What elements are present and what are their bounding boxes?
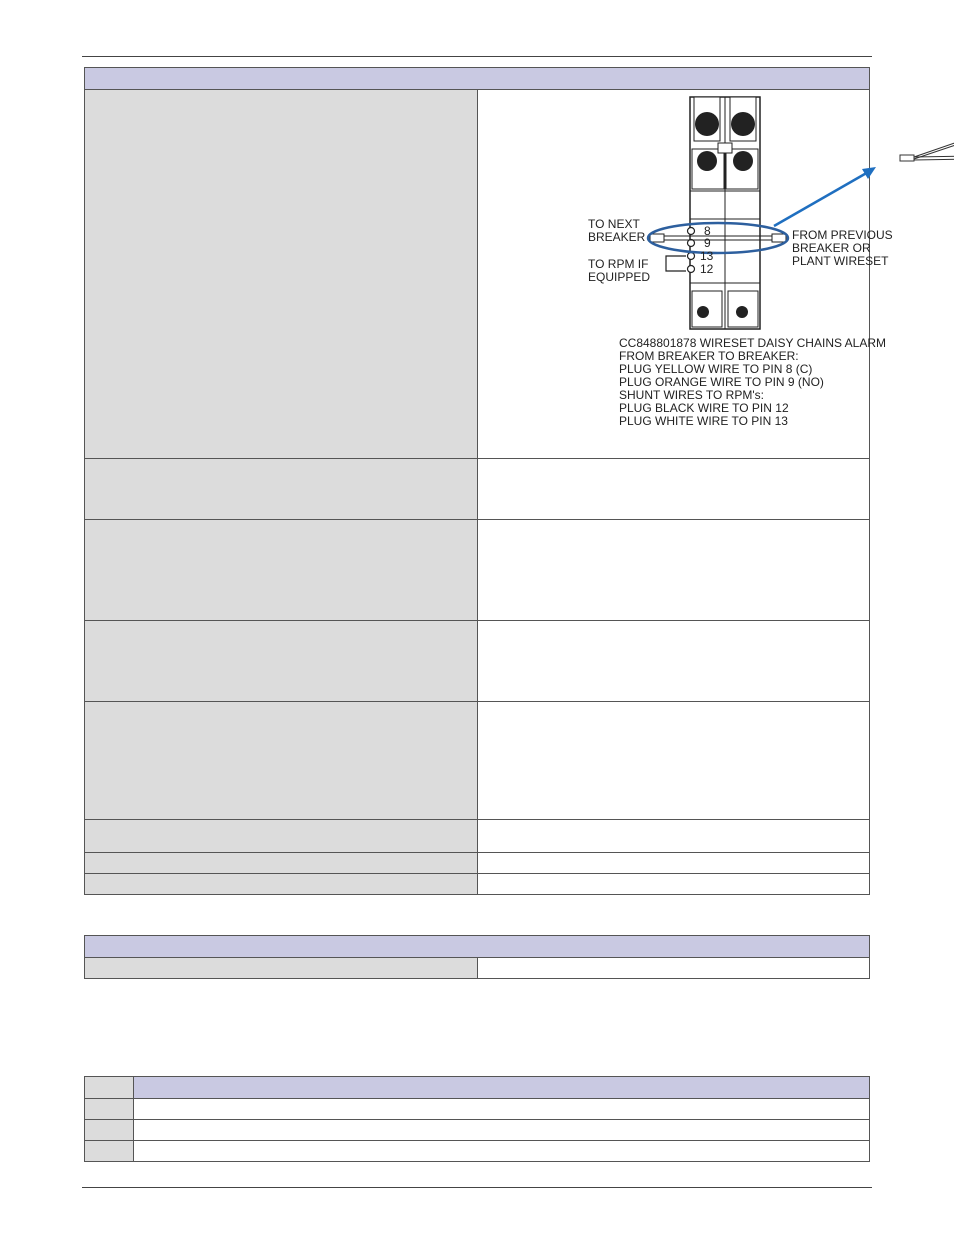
step-number-cell xyxy=(85,874,478,895)
wireset-cable-icon xyxy=(900,115,954,161)
table-row xyxy=(85,958,870,979)
table-row xyxy=(85,820,870,853)
step-number-cell xyxy=(85,958,478,979)
terminal-screw-icon xyxy=(736,306,748,318)
step-content-cell xyxy=(477,853,870,874)
step-content-cell xyxy=(477,958,870,979)
table-header xyxy=(85,936,870,958)
step-content-cell xyxy=(477,874,870,895)
pin-label: 13 xyxy=(699,248,713,263)
caption-line: PLUG BLACK WIRE TO PIN 12 xyxy=(618,400,789,415)
label-rpm-line1: TO RPM IF xyxy=(587,256,648,271)
secondary-table xyxy=(84,935,870,979)
toggle-handle-icon xyxy=(733,151,753,171)
table-header xyxy=(85,68,870,90)
table-header-row xyxy=(85,936,870,958)
table-row xyxy=(85,621,870,702)
breaker-wiring-illustration xyxy=(478,91,954,458)
table-header-number xyxy=(85,1077,134,1099)
step-number-cell xyxy=(85,820,478,853)
table-header-row xyxy=(85,68,870,90)
pin-label: 8 xyxy=(703,223,711,238)
step-content-cell xyxy=(477,621,870,702)
toggle-handle-icon xyxy=(697,151,717,171)
step-number-cell xyxy=(85,1120,134,1141)
step-content-cell xyxy=(477,820,870,853)
label-from-prev-line3: PLANT WIRESET xyxy=(791,253,888,268)
top-rule xyxy=(82,56,872,57)
step-number-cell xyxy=(85,1099,134,1120)
caption-line: SHUNT WIRES TO RPM's: xyxy=(618,387,764,402)
step-content-cell xyxy=(134,1120,870,1141)
step-number-cell xyxy=(85,853,478,874)
figure-cell xyxy=(477,90,893,459)
label-from-prev-line1: FROM PREVIOUS xyxy=(791,227,893,242)
bottom-rule xyxy=(82,1187,872,1188)
caption-line: PLUG YELLOW WIRE TO PIN 8 (C) xyxy=(618,361,812,376)
step-content-cell xyxy=(134,1141,870,1162)
table-row xyxy=(85,702,870,820)
step-number-cell xyxy=(85,520,478,621)
table-row xyxy=(85,1120,870,1141)
caption-line: CC848801878 WIRESET DAISY CHAINS ALARM xyxy=(618,335,886,350)
terminal-screw-icon xyxy=(697,306,709,318)
table-row xyxy=(85,90,870,459)
table-row xyxy=(85,1141,870,1162)
terminal-screw-icon xyxy=(695,112,719,136)
pin-label: 9 xyxy=(703,235,711,250)
procedure-table xyxy=(84,67,893,895)
pin-label: 12 xyxy=(699,261,713,276)
label-rpm-line2: EQUIPPED xyxy=(587,269,650,284)
step-number-cell xyxy=(85,459,478,520)
step-number-cell xyxy=(85,90,478,459)
step-content-cell xyxy=(477,459,870,520)
step-content-cell xyxy=(134,1099,870,1120)
table-header-row xyxy=(85,1077,870,1099)
table-row xyxy=(85,520,870,621)
step-content-cell xyxy=(477,702,870,820)
step-number-cell xyxy=(85,621,478,702)
label-to-next-line1: TO NEXT xyxy=(587,216,640,231)
caption-line: PLUG WHITE WIRE TO PIN 13 xyxy=(618,413,788,428)
wireset-diagram xyxy=(478,91,954,458)
caption-line: PLUG ORANGE WIRE TO PIN 9 (NO) xyxy=(618,374,824,389)
step-content-cell xyxy=(477,520,870,621)
tertiary-table xyxy=(84,1076,870,1162)
table-row xyxy=(85,853,870,874)
caption-line: FROM BREAKER TO BREAKER: xyxy=(618,348,799,363)
table-row xyxy=(85,1099,870,1120)
table-header xyxy=(134,1077,870,1099)
breaker-body xyxy=(687,97,760,329)
rpm-shunt-wire xyxy=(666,256,686,271)
label-from-prev-line2: BREAKER OR xyxy=(791,240,871,255)
step-number-cell xyxy=(85,1141,134,1162)
table-row xyxy=(85,874,870,895)
pointer-arrow xyxy=(774,171,870,226)
table-row xyxy=(85,459,870,520)
label-to-next-line2: BREAKER xyxy=(587,229,645,244)
terminal-screw-icon xyxy=(731,112,755,136)
step-number-cell xyxy=(85,702,478,820)
